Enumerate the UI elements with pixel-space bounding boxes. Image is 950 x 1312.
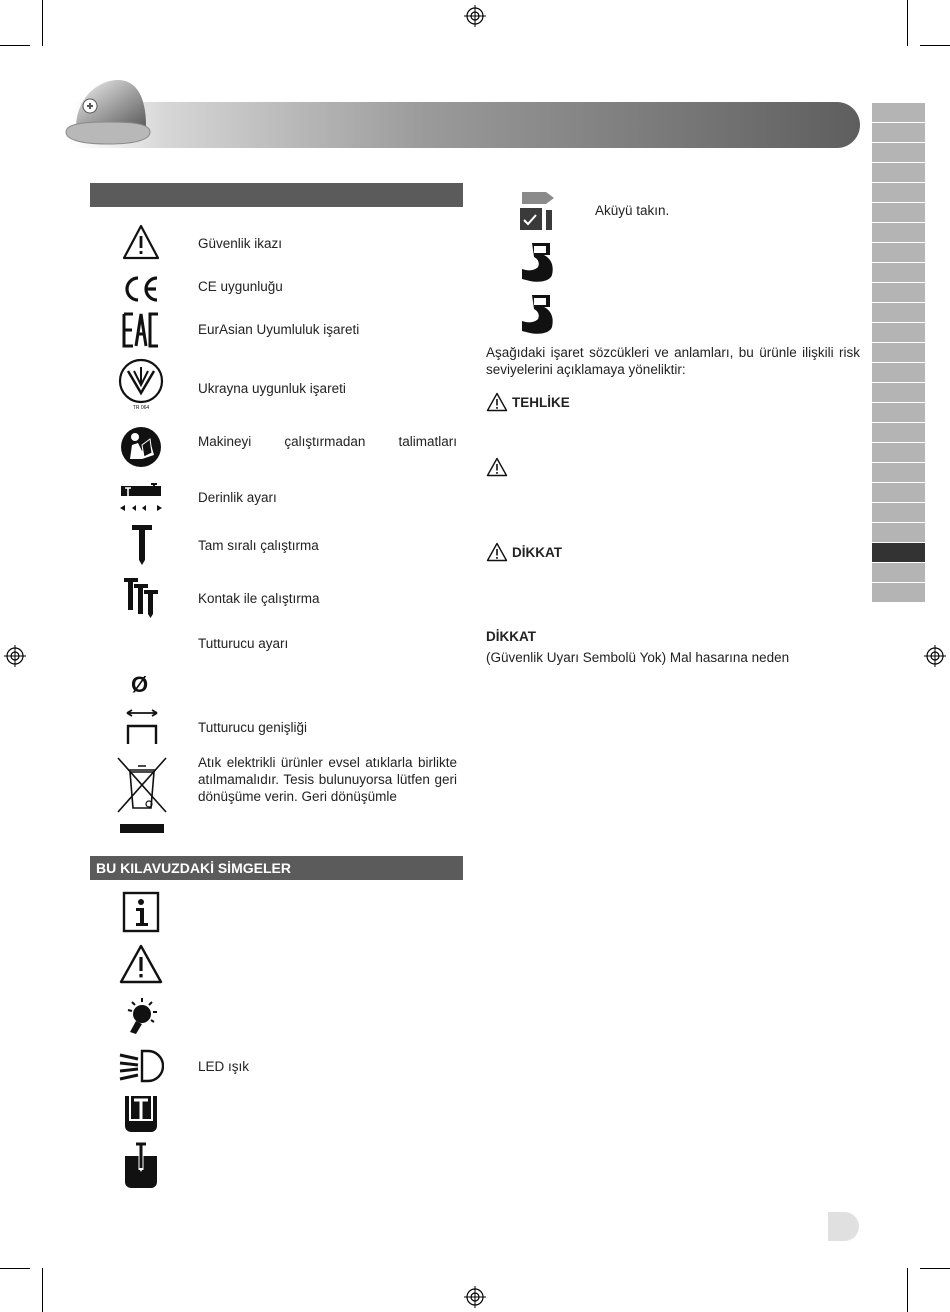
symbol-label-safety-alert: Güvenlik ikazı <box>198 236 283 251</box>
contact-actuation-icon <box>122 576 162 618</box>
symbol-label-weee: Atık elektrikli ürünler evsel atıklarla birlikte atılmamalıdır. Tesis bulunuyorsa lütfen geri dönüşüme verin. Geri dönüşümle <box>198 755 457 804</box>
weee-crossed-bin-icon <box>116 756 168 836</box>
warning-triangle-icon <box>486 457 508 477</box>
symbol-label-fastener-setting: Tutturucu ayarı <box>198 636 289 651</box>
ce-mark-icon <box>121 274 161 304</box>
caution-no-symbol-word: DİKKAT <box>486 629 536 644</box>
registration-mark-icon <box>924 645 946 667</box>
ukraine-mark-code: TR 064 <box>132 405 150 411</box>
read-manual-icon <box>120 425 162 469</box>
side-tab <box>872 183 925 202</box>
insert-battery-label: Aküyü takın. <box>595 203 670 218</box>
info-icon <box>122 891 160 933</box>
strong-arm-icon <box>518 240 558 284</box>
symbol-label-depth: Derinlik ayarı <box>198 490 277 505</box>
side-tab <box>872 383 925 402</box>
eac-mark-icon <box>122 312 160 348</box>
page-number-tab <box>828 1212 859 1241</box>
side-tab <box>872 343 925 362</box>
section-heading-symbols <box>90 183 463 207</box>
lightbulb-tip-icon <box>120 994 162 1038</box>
sequential-actuation-icon <box>130 523 154 565</box>
crop-mark <box>0 45 30 46</box>
side-tab <box>872 303 925 322</box>
side-tab <box>872 163 925 182</box>
side-tab <box>872 583 925 602</box>
side-tab <box>872 223 925 242</box>
nail-depth-icon <box>122 1142 160 1190</box>
warning-triangle-icon <box>121 223 161 261</box>
side-tab <box>872 283 925 302</box>
nose-depth-icon <box>122 1094 160 1134</box>
side-tab <box>872 483 925 502</box>
symbol-label-ce: CE uygunluğu <box>198 279 283 294</box>
danger-signal-word: TEHLİKE <box>512 395 570 410</box>
fastener-width-icon <box>124 708 160 746</box>
side-tab <box>872 543 925 562</box>
crop-mark <box>907 1268 908 1312</box>
symbol-label-contact: Kontak ile çalıştırma <box>198 591 320 606</box>
side-tab <box>872 203 925 222</box>
crop-mark <box>920 45 950 46</box>
side-tab <box>872 423 925 442</box>
side-tab <box>872 463 925 482</box>
strong-arm-icon <box>518 292 558 336</box>
side-tab <box>872 263 925 282</box>
side-tab <box>872 563 925 582</box>
symbol-label-fastener-width: Tutturucu genişliği <box>198 720 308 735</box>
caution-no-symbol-text: (Güvenlik Uyarı Sembolü Yok) Mal hasarına neden <box>486 650 790 665</box>
side-tab <box>872 103 925 122</box>
side-tab <box>872 503 925 522</box>
side-tab <box>872 403 925 422</box>
warning-triangle-icon <box>486 542 508 562</box>
side-tab <box>872 123 925 142</box>
safety-helmet-icon <box>62 76 152 152</box>
crop-mark <box>920 1268 950 1269</box>
warning-triangle-icon <box>118 943 164 985</box>
side-tab <box>872 323 925 342</box>
crop-mark <box>42 0 43 46</box>
ukraine-conformity-icon <box>116 357 166 411</box>
symbol-label-read-manual: Makineyi çalıştırmadan talimatları <box>198 434 457 449</box>
symbol-label-led: LED ışık <box>198 1059 250 1074</box>
side-tab <box>872 243 925 262</box>
depth-adjust-icon <box>118 482 164 512</box>
header-banner <box>72 102 860 148</box>
crop-mark <box>0 1268 30 1269</box>
registration-mark-icon <box>464 1286 486 1308</box>
crop-mark <box>42 1268 43 1312</box>
crop-mark <box>907 0 908 46</box>
registration-mark-icon <box>464 5 486 27</box>
registration-mark-icon <box>4 645 26 667</box>
symbol-label-eac: EurAsian Uyumluluk işareti <box>198 322 360 337</box>
caution-signal-word: DİKKAT <box>512 545 562 560</box>
signal-words-intro: Aşağıdaki işaret sözcükleri ve anlamları, bu ürünle ilişkili risk seviyelerini açıklamaya yöneliktir: <box>486 345 860 377</box>
side-tab <box>872 523 925 542</box>
section-heading-manual-symbols: BU KILAVUZDAKİ SİMGELER <box>90 856 463 880</box>
insert-battery-icon <box>518 188 558 232</box>
warning-triangle-icon <box>486 392 508 412</box>
side-tab <box>872 443 925 462</box>
side-tab <box>872 363 925 382</box>
side-tab <box>872 143 925 162</box>
symbol-label-sequential: Tam sıralı çalıştırma <box>198 538 319 553</box>
symbol-label-ukraine: Ukrayna uygunluk işareti <box>198 381 346 396</box>
diameter-icon: Ø <box>131 672 149 697</box>
led-light-icon <box>118 1047 164 1085</box>
